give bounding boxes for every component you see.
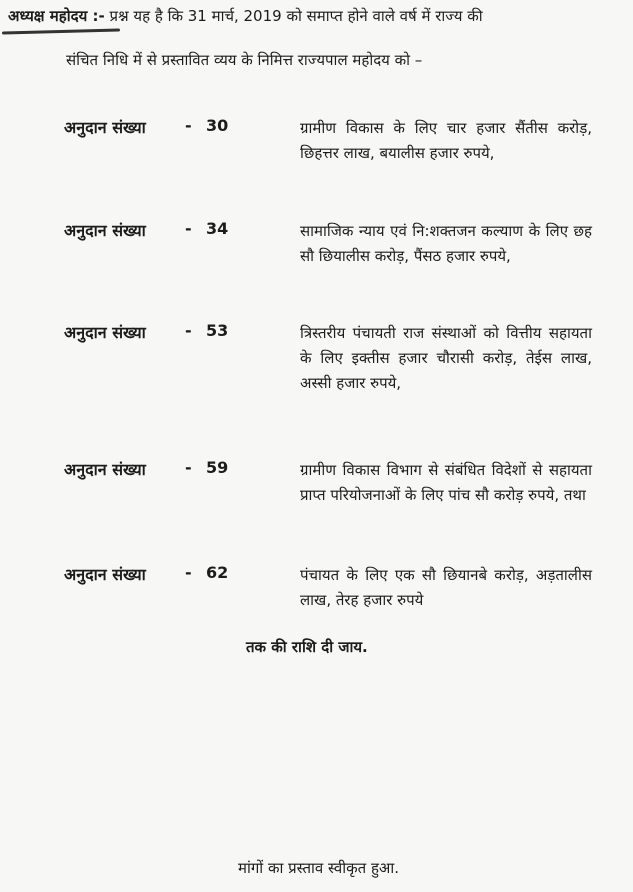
grant-dash: - — [185, 116, 192, 135]
intro-line-1 — [8, 6, 628, 26]
grant-number: 53 — [206, 321, 229, 340]
grant-dash: - — [185, 321, 192, 340]
intro-text-1: प्रश्न यह है कि 31 मार्च, 2019 को समाप्त होने वाले वर्ष में राज्य की — [109, 7, 483, 25]
closing-line: तक की राशि दी जाय. — [246, 638, 368, 656]
grant-number: 30 — [206, 116, 229, 135]
grant-description: ग्रामीण विकास के लिए चार हजार सैंतीस करोड़, छिहत्तर लाख, बयालीस हजार रुपये, — [300, 119, 592, 162]
grant-description: ग्रामीण विकास विभाग से संबंधित विदेशों से सहायता प्राप्त परियोजनाओं के लिए पांच सौ करोड़ रुपये, तथा — [300, 461, 592, 504]
grant-number: 34 — [206, 219, 229, 238]
intro-line-2: संचित निधि में से प्रस्तावित व्यय के निमित्त राज्यपाल महोदय को – — [66, 51, 423, 69]
grant-dash: - — [185, 458, 192, 477]
grant-label: अनुदान संख्या — [64, 565, 146, 584]
grant-number: 59 — [206, 458, 229, 477]
speaker-underline-mark — [2, 28, 120, 34]
speaker-label: अध्यक्ष महोदय :- — [8, 7, 105, 25]
grant-label: अनुदान संख्या — [64, 460, 146, 479]
grant-description: सामाजिक न्याय एवं नि:शक्तजन कल्याण के लिए छह सौ छियालीस करोड़, पैंसठ हजार रुपये, — [300, 222, 592, 265]
grant-label: अनुदान संख्या — [64, 323, 146, 342]
grant-label: अनुदान संख्या — [64, 221, 146, 240]
grant-dash: - — [185, 219, 192, 238]
grant-description: पंचायत के लिए एक सौ छियानबे करोड़, अड़तालीस लाख, तेरह हजार रुपये — [300, 566, 592, 609]
grant-dash: - — [185, 563, 192, 582]
motion-adopted-note: मांगों का प्रस्ताव स्वीकृत हुआ. — [238, 859, 400, 877]
grant-description: त्रिस्तरीय पंचायती राज संस्थाओं को वित्तीय सहायता के लिए इक्तीस हजार चौरासी करोड़, तेईस लाख, अस्सी हजार रुपये, — [300, 324, 592, 392]
grant-label: अनुदान संख्या — [64, 118, 146, 137]
grant-number: 62 — [206, 563, 229, 582]
